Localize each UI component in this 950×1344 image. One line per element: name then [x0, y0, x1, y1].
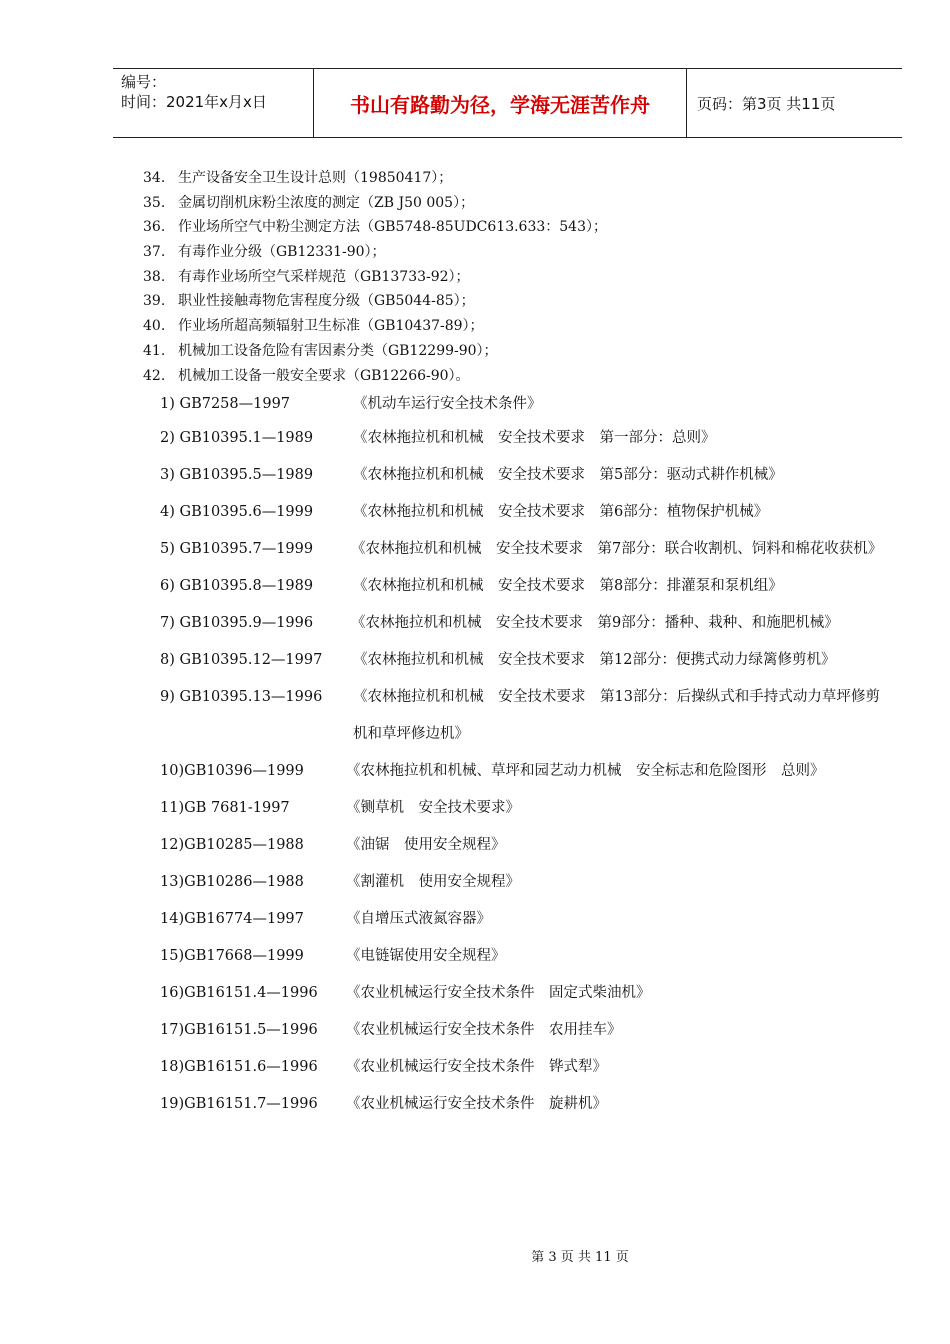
standard-entry — [160, 568, 880, 605]
standard-title: 《农林拖拉机和机械 安全技术要求 第5部分：驱动式耕作机械》 — [353, 467, 783, 483]
standard-code: 16)GB16151.4—1996 — [160, 985, 318, 1001]
standard-title: 《农林拖拉机和机械、草坪和园艺动力机械 安全标志和危险图形 总则》 — [346, 763, 825, 779]
item-number: 40. — [143, 318, 166, 335]
item-number: 37. — [143, 244, 166, 261]
standard-code: 8) GB10395.12—1997 — [160, 652, 323, 668]
standard-code: 12)GB10285—1988 — [160, 837, 304, 853]
standard-title: 《自增压式液氮容器》 — [346, 911, 491, 927]
standard-entry — [160, 790, 880, 827]
standard-entry — [160, 1086, 880, 1123]
item-text: 职业性接触毒物危害程度分级（GB5044-85）； — [178, 293, 475, 310]
item-text: 金属切削机床粉尘浓度的测定（ZB J50 005）； — [178, 194, 475, 211]
item-text: 作业场所超高频辐射卫生标准（GB10437-89）； — [178, 318, 484, 335]
standard-entry — [160, 975, 880, 1012]
standard-title: 《农林拖拉机和机械 安全技术要求 第13部分：后操纵式和手持式动力草坪修剪机和草坪修边机》 — [353, 689, 880, 742]
standard-entry — [160, 605, 880, 642]
item-text: 机械加工设备危险有害因素分类（GB12299-90）； — [178, 342, 498, 359]
serial-label: 编号： — [121, 73, 167, 91]
list-item — [143, 289, 903, 314]
item-number: 42. — [143, 367, 166, 384]
standard-code: 14)GB16774—1997 — [160, 911, 304, 927]
standard-code: 11)GB 7681-1997 — [160, 800, 290, 816]
standard-entry — [160, 827, 880, 864]
standard-title: 《农林拖拉机和机械 安全技术要求 第9部分：播种、栽种、和施肥机械》 — [351, 615, 839, 631]
standard-entry — [160, 457, 880, 494]
standard-title: 《机动车运行安全技术条件》 — [353, 396, 542, 412]
page-header — [113, 68, 902, 138]
list-item — [143, 314, 903, 339]
standard-entry — [160, 938, 880, 975]
standard-title: 《割灌机 使用安全规程》 — [346, 874, 520, 890]
standard-code: 13)GB10286—1988 — [160, 874, 304, 890]
standard-entry — [160, 753, 880, 790]
standard-code: 19)GB16151.7—1996 — [160, 1096, 318, 1112]
standard-entry — [160, 494, 880, 531]
standard-title: 《农林拖拉机和机械 安全技术要求 第一部分：总则》 — [353, 430, 716, 446]
standard-title: 《农业机械运行安全技术条件 旋耕机》 — [346, 1096, 607, 1112]
item-number: 41. — [143, 342, 166, 359]
standard-title: 《农林拖拉机和机械 安全技术要求 第8部分：排灌泵和泵机组》 — [353, 578, 783, 594]
standard-code: 2) GB10395.1—1989 — [160, 430, 314, 446]
list-item — [143, 339, 903, 364]
standard-entry — [160, 864, 880, 901]
standard-entry — [160, 1012, 880, 1049]
list-item — [143, 364, 903, 389]
standard-code: 17)GB16151.5—1996 — [160, 1022, 318, 1038]
page-footer: 第 3 页 共 11 页 — [531, 1250, 629, 1265]
item-number: 39. — [143, 293, 166, 310]
list-item — [143, 265, 903, 290]
standard-entry — [160, 679, 880, 753]
standard-title: 《铡草机 安全技术要求》 — [346, 800, 520, 816]
standard-code: 6) GB10395.8—1989 — [160, 578, 314, 594]
item-number: 38. — [143, 268, 166, 285]
standard-title: 《农业机械运行安全技术条件 固定式柴油机》 — [346, 985, 651, 1001]
item-text: 生产设备安全卫生设计总则（19850417）； — [178, 170, 453, 186]
header-motto: 书山有路勤为径，学海无涯苦作舟 — [314, 69, 687, 137]
standard-code: 9) GB10395.13—1996 — [160, 689, 323, 705]
standard-title: 《农林拖拉机和机械 安全技术要求 第6部分：植物保护机械》 — [353, 504, 769, 520]
standard-title: 《电链锯使用安全规程》 — [346, 948, 506, 964]
list-item — [143, 240, 903, 265]
item-number: 34. — [143, 170, 166, 186]
standard-title: 《农林拖拉机和机械 安全技术要求 第7部分：联合收割机、饲料和棉花收获机》 — [351, 541, 883, 557]
standard-code: 3) GB10395.5—1989 — [160, 467, 314, 483]
time-label: 时间：2021年x月x日 — [121, 93, 267, 111]
standard-code: 10)GB10396—1999 — [160, 763, 304, 779]
list-item — [143, 215, 903, 240]
standard-entry — [160, 420, 880, 457]
standard-title: 《油锯 使用安全规程》 — [346, 837, 506, 853]
standard-code: 7) GB10395.9—1996 — [160, 615, 314, 631]
item-number: 35. — [143, 194, 166, 211]
standard-title: 《农业机械运行安全技术条件 铧式犁》 — [346, 1059, 607, 1075]
numbered-list — [143, 166, 903, 388]
standard-code: 15)GB17668—1999 — [160, 948, 304, 964]
standard-entry — [160, 531, 883, 568]
item-text: 机械加工设备一般安全要求（GB12266-90）。 — [178, 367, 470, 384]
standard-code: 4) GB10395.6—1999 — [160, 504, 314, 520]
item-text: 有毒作业场所空气采样规范（GB13733-92）； — [178, 268, 470, 285]
standard-entry — [160, 901, 880, 938]
standard-title: 《农业机械运行安全技术条件 农用挂车》 — [346, 1022, 622, 1038]
item-number: 36. — [143, 219, 166, 236]
standard-title: 《农林拖拉机和机械 安全技术要求 第12部分：便携式动力绿篱修剪机》 — [353, 652, 836, 668]
item-text: 作业场所空气中粉尘测定方法（GB5748-85UDC613.633：543）； — [178, 219, 607, 236]
standard-code: 1) GB7258—1997 — [160, 396, 291, 412]
standard-code: 5) GB10395.7—1999 — [160, 541, 314, 557]
standard-code: 18)GB16151.6—1996 — [160, 1059, 318, 1075]
standard-entry — [160, 1049, 880, 1086]
list-item — [143, 166, 903, 191]
standards-list — [160, 386, 883, 1123]
header-page-label: 页码：第3页 共11页 — [697, 94, 836, 113]
header-meta — [113, 69, 314, 137]
standard-entry — [160, 386, 880, 423]
item-text: 有毒作业分级（GB12331-90）； — [178, 244, 386, 261]
standard-entry — [160, 642, 880, 679]
list-item — [143, 191, 903, 216]
